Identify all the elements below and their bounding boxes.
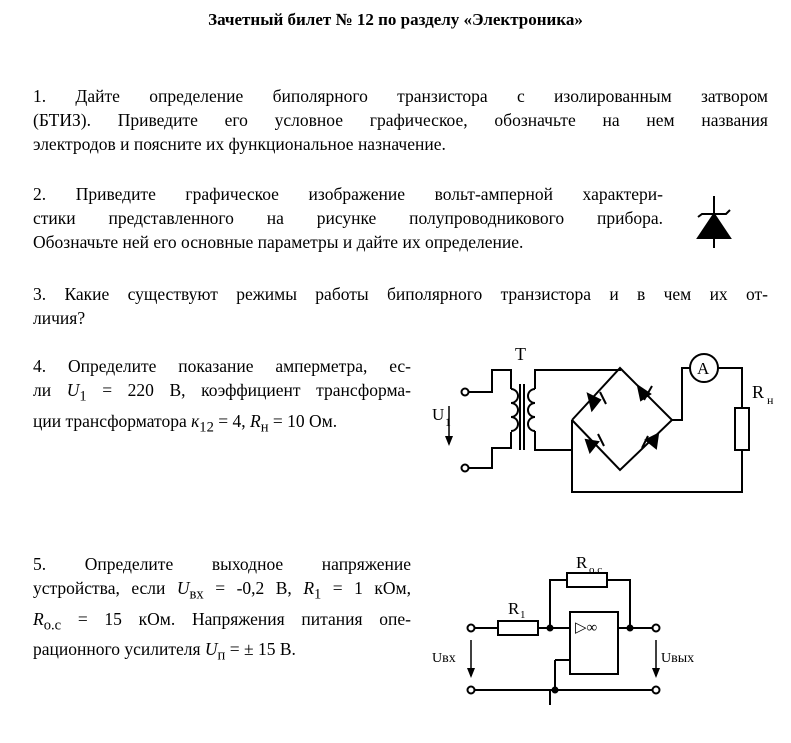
u1-subscript: 1	[79, 388, 87, 405]
up-subscript: п	[217, 647, 226, 664]
u1-symbol: U	[66, 380, 80, 400]
text: ции трансформатора	[33, 410, 192, 431]
input-voltage-label: Uвх	[432, 651, 456, 666]
output-voltage-label: Uвых	[661, 651, 695, 666]
rn-symbol: R	[250, 410, 261, 431]
text: = 15 кОм. Напряжения питания опе-	[61, 608, 411, 629]
text: ли	[33, 380, 67, 400]
question-5-line: 5. Определите выходное напряжение	[33, 554, 411, 574]
transformer-label: Т	[515, 344, 526, 364]
r1-subscript: 1	[314, 586, 322, 603]
feedback-resistor-subscript: о.с	[589, 564, 603, 576]
text: = 1 кОм,	[321, 578, 411, 598]
text: = 10 Ом.	[268, 410, 338, 431]
source-terminal-bottom	[462, 465, 469, 472]
source-voltage-label: U	[432, 405, 445, 424]
ros-subscript: о.с	[43, 617, 62, 633]
ticket-title: Зачетный билет № 12 по разделу «Электроника»	[208, 10, 583, 29]
ammeter-label: A	[697, 359, 710, 378]
up-symbol: U	[204, 639, 218, 659]
r1-symbol: R	[303, 578, 315, 598]
input-resistor-subscript: 1	[520, 609, 526, 621]
text: устройства, если	[33, 578, 177, 598]
question-1-line: (БТИЗ). Приведите его условное графическое, обозначьте на нем названия	[33, 110, 768, 130]
text: = 4,	[213, 410, 250, 431]
text: рационного усилителя	[33, 639, 205, 659]
question-1-line: электродов и поясните их функциональное назначение.	[33, 134, 446, 154]
input-resistor-label: R	[508, 599, 520, 618]
question-2-line: 2. Приведите графическое изображение вольт-амперной характери-	[33, 184, 663, 204]
semiconductor-device-symbol	[698, 196, 730, 248]
k-subscript: 12	[199, 419, 214, 435]
question-2-line: Обозначьте ней его основные параметры и дайте их определение.	[33, 232, 524, 252]
uvx-subscript: вх	[189, 586, 204, 603]
question-1-line: 1. Дайте определение биполярного транзистора с изолированным затвором	[33, 86, 768, 106]
load-label: R	[752, 382, 765, 402]
input-resistor	[498, 621, 538, 635]
source-voltage-subscript: 1	[445, 415, 451, 429]
source-terminal-top	[462, 389, 469, 396]
input-terminal-top	[468, 625, 475, 632]
uvx-symbol: U	[176, 578, 190, 598]
question-3-line: 3. Какие существуют режимы работы биполярного транзистора и в чем их от-	[33, 284, 768, 304]
question-2-line: стики представленного на рисунке полупроводникового прибора.	[33, 208, 663, 228]
text: = -0,2 В,	[203, 578, 304, 598]
question-3-line: личия?	[33, 308, 86, 328]
text: = ± 15 В.	[225, 639, 296, 659]
output-terminal-bottom	[653, 687, 660, 694]
output-terminal-top	[653, 625, 660, 632]
op-amp-circuit	[467, 573, 660, 705]
load-resistor	[735, 408, 749, 450]
question-4-line: 4. Определите показание амперметра, ес-	[33, 356, 411, 376]
load-subscript: н	[767, 393, 774, 407]
input-terminal-bottom	[468, 687, 475, 694]
diode	[588, 392, 606, 410]
text: = 220 В, коэффициент трансформа-	[86, 380, 411, 400]
opamp-symbol: ▷∞	[575, 620, 598, 636]
ros-symbol: R	[33, 608, 44, 629]
feedback-resistor-label: R	[576, 553, 588, 572]
rn-subscript: н	[260, 419, 269, 435]
k-symbol: к	[191, 410, 200, 431]
